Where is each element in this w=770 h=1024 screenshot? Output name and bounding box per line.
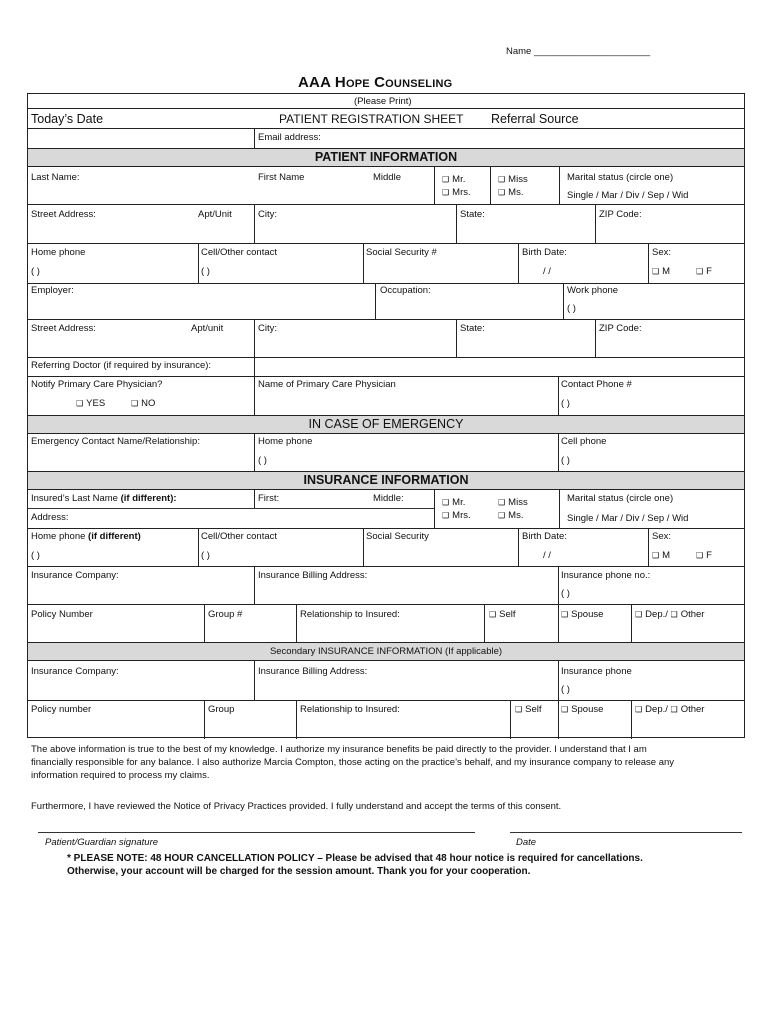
emergency-contact-field[interactable]: Emergency Contact Name/Relationship: [31, 436, 200, 447]
secondary-insurance-band [28, 643, 744, 660]
relationship-spouse-checkbox[interactable]: ❑ Spouse [561, 609, 603, 620]
employer-street-field[interactable]: Street Address: [31, 323, 96, 334]
cancellation-note-line-2: Otherwise, your account will be charged for the session amount. Thank you for your cooperation. [67, 866, 531, 877]
consent-text [31, 743, 674, 782]
consent-line-2: financially responsible for any balance. I also authorize Marcia Compton, those acting on the practice’s behalf, and my insurance company to release any [31, 757, 675, 768]
home-phone-parens: ( ) [31, 266, 40, 277]
city-field[interactable]: City: [258, 209, 277, 220]
consent-line-4: Furthermore, I have reviewed the Notice of Privacy Practices provided. I fully understand and accept the terms of this consent. [31, 801, 562, 812]
secondary-group-field[interactable]: Group [208, 704, 235, 715]
middle-field[interactable]: Middle [373, 172, 401, 183]
sex-m-checkbox[interactable]: ❑ M [652, 266, 670, 277]
secondary-self-checkbox[interactable]: ❑ Self [515, 704, 542, 715]
employer-state-field[interactable]: State: [460, 323, 485, 334]
insured-home-phone-field[interactable] [31, 531, 141, 542]
insured-ms-checkbox[interactable]: ❑ Ms. [498, 510, 523, 521]
work-phone-field[interactable]: Work phone [567, 285, 619, 296]
notify-no-checkbox[interactable]: ❑ NO [131, 398, 155, 409]
relationship-dep-other[interactable] [635, 609, 704, 620]
insured-cell-field[interactable]: Cell/Other contact [201, 531, 278, 542]
org-title: AAA Hope Counseling [298, 74, 453, 91]
emergency-home-phone-field[interactable]: Home phone [258, 436, 313, 447]
insured-mr-checkbox[interactable]: ❑ Mr. [442, 497, 465, 508]
email-field[interactable]: Email address: [258, 132, 321, 143]
insured-birth-field[interactable]: Birth Date: [522, 531, 567, 542]
consent-line-3: information required to process my claims. [31, 770, 210, 781]
state-field[interactable]: State: [460, 209, 485, 220]
patient-information-band: PATIENT INFORMATION [28, 149, 744, 166]
if-different-label: (if different): [120, 493, 177, 504]
insured-cell-parens: ( ) [201, 550, 210, 561]
title-miss-checkbox[interactable]: ❑ Miss [498, 174, 528, 185]
insured-home-parens: ( ) [31, 550, 40, 561]
insured-home-phone-label: Home phone [31, 531, 86, 542]
relationship-label: Relationship to Insured: [300, 609, 400, 620]
employer-city-field[interactable]: City: [258, 323, 277, 334]
secondary-billing-field[interactable]: Insurance Billing Address: [258, 666, 368, 677]
emergency-home-parens: ( ) [258, 455, 267, 466]
insured-sex-f-checkbox[interactable]: ❑ F [696, 550, 712, 561]
if-different-phone-label: (if different) [88, 531, 141, 542]
birth-date-slashes: / / [543, 266, 551, 277]
todays-date-label: Today’s Date [31, 112, 104, 126]
employer-zip-field[interactable]: ZIP Code: [599, 323, 642, 334]
insured-ssn-field[interactable]: Social Security [366, 531, 429, 542]
notify-pcp-label: Notify Primary Care Physician? [31, 379, 163, 390]
dep-checkbox[interactable]: ❑ Dep./ [635, 609, 668, 620]
birth-date-field[interactable]: Birth Date: [522, 247, 567, 258]
work-phone-parens: ( ) [567, 303, 576, 314]
relationship-self-checkbox[interactable]: ❑ Self [489, 609, 516, 620]
secondary-spouse-checkbox[interactable]: ❑ Spouse [561, 704, 603, 715]
ssn-field[interactable]: Social Security # [366, 247, 437, 258]
marital-status-label: Marital status (circle one) [567, 172, 674, 183]
insured-marital-label: Marital status (circle one) [567, 493, 674, 504]
insurance-information-band: INSURANCE INFORMATION [28, 472, 744, 489]
secondary-policy-field[interactable]: Policy number [31, 704, 92, 715]
policy-number-field[interactable]: Policy Number [31, 609, 93, 620]
street-address-field[interactable]: Street Address: [31, 209, 96, 220]
insured-birth-slashes: / / [543, 550, 551, 561]
insurance-company-field[interactable]: Insurance Company: [31, 570, 119, 581]
consent-line-1: The above information is true to the best of my knowledge. I authorize my insurance benefits be paid directly to the provider. I understand that I am [31, 744, 647, 755]
occupation-field[interactable]: Occupation: [380, 285, 431, 296]
cell-phone-parens: ( ) [201, 266, 210, 277]
sex-label: Sex: [652, 247, 672, 258]
secondary-dep-checkbox[interactable]: ❑ Dep./ [635, 704, 668, 715]
employer-apt-field[interactable]: Apt/unit [191, 323, 224, 334]
apt-unit-field[interactable]: Apt/Unit [198, 209, 232, 220]
name-field-label: Name ______________________ [506, 46, 651, 57]
insured-last-name-field[interactable] [31, 493, 177, 504]
zip-code-field[interactable]: ZIP Code: [599, 209, 642, 220]
contact-phone-parens: ( ) [561, 398, 570, 409]
secondary-phone-parens: ( ) [561, 684, 570, 695]
secondary-band-text: Secondary INSURANCE INFORMATION (If applicable) [269, 646, 503, 657]
sex-f-checkbox[interactable]: ❑ F [696, 266, 712, 277]
title-mrs-checkbox[interactable]: ❑ Mrs. [442, 187, 471, 198]
secondary-dep-other[interactable] [635, 704, 704, 715]
patient-signature-label[interactable]: Patient/Guardian signature [45, 837, 159, 848]
insurance-billing-field[interactable]: Insurance Billing Address: [258, 570, 368, 581]
title-ms-checkbox[interactable]: ❑ Ms. [498, 187, 523, 198]
home-phone-field[interactable]: Home phone [31, 247, 86, 258]
group-number-field[interactable]: Group # [208, 609, 243, 620]
referring-doctor-field[interactable]: Referring Doctor (if required by insurance): [31, 360, 212, 371]
secondary-phone-field[interactable]: Insurance phone [561, 666, 632, 677]
cell-contact-field[interactable]: Cell/Other contact [201, 247, 278, 258]
insured-miss-checkbox[interactable]: ❑ Miss [498, 497, 528, 508]
please-print: (Please Print) [354, 96, 412, 107]
insured-last-name-label: Insured’s Last Name [31, 493, 118, 504]
signature-date-label[interactable]: Date [516, 837, 537, 848]
emergency-cell-phone-field[interactable]: Cell phone [561, 436, 607, 447]
insured-marital-options[interactable]: Single / Mar / Div / Sep / Wid [567, 513, 689, 524]
secondary-company-field[interactable]: Insurance Company: [31, 666, 119, 677]
registration-form [27, 93, 745, 738]
insured-mrs-checkbox[interactable]: ❑ Mrs. [442, 510, 471, 521]
last-name-field[interactable]: Last Name: [31, 172, 80, 183]
sheet-title: PATIENT REGISTRATION SHEET [279, 112, 464, 126]
emergency-band: IN CASE OF EMERGENCY [28, 416, 744, 433]
pcp-name-field[interactable]: Name of Primary Care Physician [258, 379, 396, 390]
employer-field[interactable]: Employer: [31, 285, 74, 296]
title-mr-checkbox[interactable]: ❑ Mr. [442, 174, 465, 185]
insured-address-field[interactable]: Address: [31, 512, 69, 523]
secondary-other-checkbox[interactable]: ❑ Other [671, 704, 705, 715]
insured-middle-field[interactable]: Middle: [373, 493, 404, 504]
insured-sex-label: Sex: [652, 531, 672, 542]
insured-first-field[interactable]: First: [258, 493, 280, 504]
referral-source-label[interactable]: Referral Source [491, 112, 579, 126]
notify-yes-checkbox[interactable]: ❑ YES [76, 398, 105, 409]
cancellation-note-line-1: * PLEASE NOTE: 48 HOUR CANCELLATION POLICY – Please be advised that 48 hour notice is required for cancellations. [67, 853, 643, 864]
marital-status-options[interactable]: Single / Mar / Div / Sep / Wid [567, 190, 689, 201]
insurance-phone-field[interactable]: Insurance phone no.: [561, 570, 651, 581]
insurance-phone-parens: ( ) [561, 588, 570, 599]
first-name-field[interactable]: First Name [258, 172, 305, 183]
insured-sex-m-checkbox[interactable]: ❑ M [652, 550, 670, 561]
emergency-cell-parens: ( ) [561, 455, 570, 466]
contact-phone-field[interactable]: Contact Phone # [561, 379, 632, 390]
secondary-relationship-label: Relationship to Insured: [300, 704, 400, 715]
other-checkbox[interactable]: ❑ Other [671, 609, 705, 620]
